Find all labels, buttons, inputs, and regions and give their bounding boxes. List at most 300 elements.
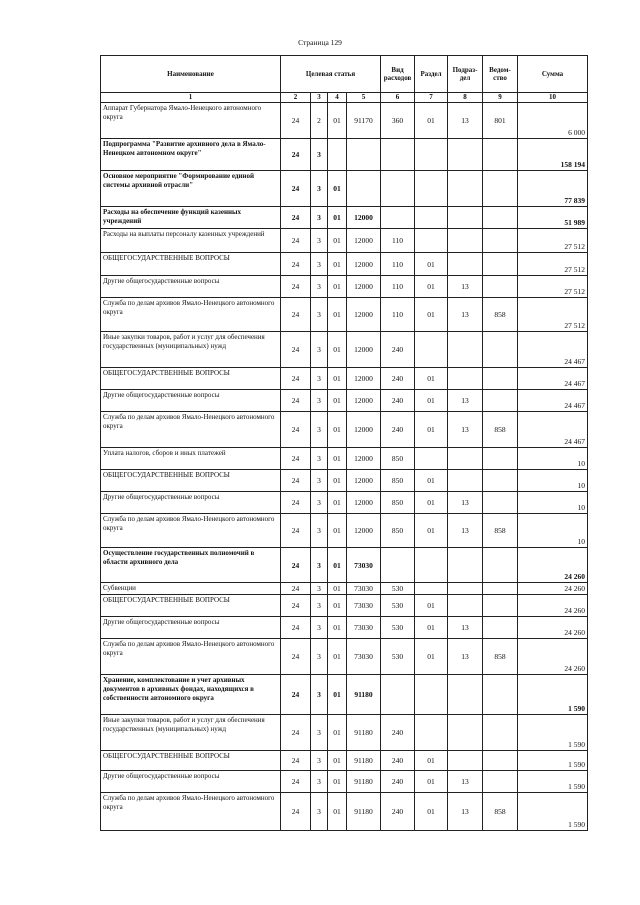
cell-sum: 1 590 [518, 751, 588, 771]
cell-name: ОБЩЕГОСУДАРСТВЕННЫЕ ВОПРОСЫ [101, 595, 281, 617]
cell-target-event [328, 139, 347, 171]
cell-target-event: 01 [328, 171, 347, 207]
cell-expense-type: 110 [381, 253, 415, 276]
cell-target-event: 01 [328, 448, 347, 470]
cell-sum: 24 260 [518, 548, 588, 583]
cell-sum: 24 260 [518, 617, 588, 639]
cell-subsection [448, 470, 483, 492]
cell-target-subprogram: 3 [311, 751, 328, 771]
cell-sum: 27 512 [518, 298, 588, 332]
cell-expense-type: 240 [381, 771, 415, 793]
cell-target-event: 01 [328, 492, 347, 514]
cell-target-direction: 73030 [347, 548, 381, 583]
cell-name: Другие общегосударственные вопросы [101, 492, 281, 514]
table-row [101, 253, 588, 276]
cell-target-program: 24 [281, 412, 311, 448]
cell-subsection [448, 139, 483, 171]
cell-target-program: 24 [281, 771, 311, 793]
cell-department [483, 229, 518, 253]
cell-section [415, 448, 448, 470]
cell-name: Другие общегосударственные вопросы [101, 617, 281, 639]
cell-target-program: 24 [281, 229, 311, 253]
table-row [101, 492, 588, 514]
header-expense-type: Вид расходов [381, 56, 415, 93]
cell-name: Расходы на обеспечение функций казенных учреждений [101, 207, 281, 229]
cell-sum: 1 590 [518, 715, 588, 751]
cell-target-event: 01 [328, 470, 347, 492]
cell-department [483, 771, 518, 793]
cell-target-subprogram: 3 [311, 390, 328, 412]
page-number-header: Страница 129 [298, 38, 342, 47]
cell-section: 01 [415, 412, 448, 448]
column-number: 1 [101, 93, 281, 103]
cell-department [483, 715, 518, 751]
cell-target-event: 01 [328, 793, 347, 831]
cell-target-event: 01 [328, 595, 347, 617]
cell-expense-type: 240 [381, 390, 415, 412]
table-row [101, 514, 588, 548]
table-row [101, 793, 588, 831]
cell-target-program: 24 [281, 675, 311, 715]
cell-expense-type [381, 171, 415, 207]
cell-target-program: 24 [281, 715, 311, 751]
header-subsection: Подраз-дел [448, 56, 483, 93]
cell-department [483, 595, 518, 617]
cell-expense-type: 240 [381, 715, 415, 751]
cell-target-program: 24 [281, 514, 311, 548]
cell-expense-type: 850 [381, 492, 415, 514]
cell-name: ОБЩЕГОСУДАРСТВЕННЫЕ ВОПРОСЫ [101, 470, 281, 492]
cell-target-subprogram: 3 [311, 492, 328, 514]
cell-target-program: 24 [281, 207, 311, 229]
cell-section [415, 675, 448, 715]
cell-department [483, 470, 518, 492]
table-row [101, 298, 588, 332]
cell-target-subprogram: 3 [311, 276, 328, 298]
cell-target-event: 01 [328, 514, 347, 548]
cell-subsection [448, 583, 483, 595]
cell-target-event: 01 [328, 715, 347, 751]
cell-target-program: 24 [281, 617, 311, 639]
cell-target-subprogram: 3 [311, 771, 328, 793]
cell-target-event: 01 [328, 229, 347, 253]
cell-name: ОБЩЕГОСУДАРСТВЕННЫЕ ВОПРОСЫ [101, 368, 281, 390]
cell-target-direction: 12000 [347, 229, 381, 253]
cell-target-subprogram: 3 [311, 332, 328, 368]
cell-sum: 24 467 [518, 332, 588, 368]
cell-target-program: 24 [281, 368, 311, 390]
cell-subsection: 13 [448, 298, 483, 332]
cell-name: Служба по делам архивов Ямало-Ненецкого автономного округа [101, 639, 281, 675]
cell-subsection [448, 675, 483, 715]
cell-target-event: 01 [328, 276, 347, 298]
cell-subsection [448, 715, 483, 751]
cell-target-program: 24 [281, 751, 311, 771]
cell-name: Аппарат Губернатора Ямало-Ненецкого автономного округа [101, 103, 281, 139]
cell-subsection: 13 [448, 103, 483, 139]
header-target-article: Целевая статья [281, 56, 381, 93]
cell-sum: 27 512 [518, 253, 588, 276]
cell-expense-type: 530 [381, 639, 415, 675]
cell-expense-type: 850 [381, 470, 415, 492]
cell-department: 858 [483, 298, 518, 332]
table-row [101, 448, 588, 470]
cell-target-program: 24 [281, 253, 311, 276]
cell-subsection: 13 [448, 639, 483, 675]
cell-expense-type: 110 [381, 298, 415, 332]
table-row [101, 751, 588, 771]
cell-name: Другие общегосударственные вопросы [101, 771, 281, 793]
cell-section: 01 [415, 492, 448, 514]
table-row [101, 412, 588, 448]
cell-target-direction: 91180 [347, 771, 381, 793]
cell-subsection: 13 [448, 514, 483, 548]
cell-target-direction: 12000 [347, 368, 381, 390]
cell-expense-type: 530 [381, 617, 415, 639]
cell-department: 858 [483, 412, 518, 448]
cell-target-subprogram: 3 [311, 595, 328, 617]
cell-target-direction: 91180 [347, 751, 381, 771]
cell-department [483, 492, 518, 514]
cell-section: 01 [415, 368, 448, 390]
cell-section: 01 [415, 390, 448, 412]
cell-target-program: 24 [281, 171, 311, 207]
table-row [101, 103, 588, 139]
cell-expense-type: 110 [381, 276, 415, 298]
cell-target-direction: 73030 [347, 583, 381, 595]
cell-section [415, 171, 448, 207]
cell-target-direction: 73030 [347, 639, 381, 675]
cell-target-program: 24 [281, 332, 311, 368]
cell-target-subprogram: 3 [311, 139, 328, 171]
table-row [101, 583, 588, 595]
cell-subsection: 13 [448, 492, 483, 514]
cell-section: 01 [415, 276, 448, 298]
table-row [101, 207, 588, 229]
cell-target-event: 01 [328, 639, 347, 675]
cell-target-program: 24 [281, 298, 311, 332]
cell-expense-type [381, 548, 415, 583]
table-row [101, 639, 588, 675]
cell-target-subprogram: 3 [311, 583, 328, 595]
table-row [101, 470, 588, 492]
cell-target-event: 01 [328, 390, 347, 412]
column-number: 9 [483, 93, 518, 103]
cell-target-event: 01 [328, 548, 347, 583]
cell-expense-type: 850 [381, 514, 415, 548]
cell-section [415, 229, 448, 253]
column-number: 8 [448, 93, 483, 103]
cell-sum: 10 [518, 448, 588, 470]
cell-target-direction: 91180 [347, 793, 381, 831]
cell-department: 858 [483, 639, 518, 675]
cell-target-program: 24 [281, 793, 311, 831]
cell-target-direction: 91170 [347, 103, 381, 139]
cell-subsection [448, 548, 483, 583]
cell-name: Расходы на выплаты персоналу казенных учреждений [101, 229, 281, 253]
cell-department [483, 207, 518, 229]
cell-subsection: 13 [448, 793, 483, 831]
cell-section: 01 [415, 298, 448, 332]
cell-target-program: 24 [281, 139, 311, 171]
cell-target-event: 01 [328, 771, 347, 793]
cell-sum: 1 590 [518, 793, 588, 831]
cell-subsection [448, 751, 483, 771]
cell-name: Основное мероприятие "Формирование единой системы архивной отрасли" [101, 171, 281, 207]
cell-target-subprogram: 3 [311, 675, 328, 715]
cell-name: Иные закупки товаров, работ и услуг для обеспечения государственных (муниципальных) нужд [101, 332, 281, 368]
cell-target-subprogram: 2 [311, 103, 328, 139]
cell-target-subprogram: 3 [311, 253, 328, 276]
cell-subsection [448, 207, 483, 229]
cell-sum: 24 260 [518, 583, 588, 595]
cell-section: 01 [415, 639, 448, 675]
cell-sum: 10 [518, 514, 588, 548]
cell-subsection [448, 229, 483, 253]
cell-target-program: 24 [281, 583, 311, 595]
cell-section [415, 207, 448, 229]
cell-target-direction: 12000 [347, 412, 381, 448]
column-number: 7 [415, 93, 448, 103]
cell-target-subprogram: 3 [311, 470, 328, 492]
cell-target-program: 24 [281, 595, 311, 617]
cell-name: Другие общегосударственные вопросы [101, 276, 281, 298]
cell-department [483, 368, 518, 390]
table-row [101, 771, 588, 793]
cell-target-program: 24 [281, 548, 311, 583]
cell-subsection [448, 332, 483, 368]
cell-subsection: 13 [448, 276, 483, 298]
cell-department [483, 139, 518, 171]
cell-section [415, 715, 448, 751]
cell-section: 01 [415, 751, 448, 771]
cell-sum: 27 512 [518, 276, 588, 298]
cell-target-direction: 12000 [347, 514, 381, 548]
cell-target-direction: 12000 [347, 492, 381, 514]
cell-target-subprogram: 3 [311, 617, 328, 639]
cell-department [483, 548, 518, 583]
cell-name: ОБЩЕГОСУДАРСТВЕННЫЕ ВОПРОСЫ [101, 751, 281, 771]
cell-target-event: 01 [328, 207, 347, 229]
column-number: 3 [311, 93, 328, 103]
cell-subsection: 13 [448, 412, 483, 448]
cell-subsection [448, 171, 483, 207]
cell-section: 01 [415, 470, 448, 492]
cell-name: Служба по делам архивов Ямало-Ненецкого автономного округа [101, 412, 281, 448]
budget-table [100, 55, 588, 831]
cell-sum: 51 989 [518, 207, 588, 229]
cell-department [483, 171, 518, 207]
cell-target-subprogram: 3 [311, 639, 328, 675]
cell-target-direction: 12000 [347, 332, 381, 368]
cell-sum: 6 000 [518, 103, 588, 139]
table-row [101, 675, 588, 715]
cell-department [483, 332, 518, 368]
cell-name: Хранение, комплектование и учет архивных документов в архивных фондах, находящихся в собственности автономного округа [101, 675, 281, 715]
cell-sum: 27 512 [518, 229, 588, 253]
cell-sum: 1 590 [518, 771, 588, 793]
cell-expense-type: 240 [381, 793, 415, 831]
cell-target-direction [347, 171, 381, 207]
cell-sum: 10 [518, 470, 588, 492]
cell-name: ОБЩЕГОСУДАРСТВЕННЫЕ ВОПРОСЫ [101, 253, 281, 276]
cell-subsection [448, 368, 483, 390]
cell-department [483, 751, 518, 771]
cell-section: 01 [415, 103, 448, 139]
table-body [101, 103, 588, 831]
table-row [101, 332, 588, 368]
cell-expense-type: 240 [381, 332, 415, 368]
cell-section [415, 139, 448, 171]
column-number: 6 [381, 93, 415, 103]
cell-target-subprogram: 3 [311, 548, 328, 583]
cell-target-subprogram: 3 [311, 412, 328, 448]
cell-target-subprogram: 3 [311, 229, 328, 253]
cell-sum: 24 467 [518, 412, 588, 448]
cell-section [415, 583, 448, 595]
cell-target-direction [347, 139, 381, 171]
cell-target-program: 24 [281, 448, 311, 470]
cell-name: Служба по делам архивов Ямало-Ненецкого автономного округа [101, 793, 281, 831]
cell-expense-type: 240 [381, 412, 415, 448]
cell-expense-type: 850 [381, 448, 415, 470]
header-section: Раздел [415, 56, 448, 93]
cell-department: 801 [483, 103, 518, 139]
cell-target-direction: 12000 [347, 253, 381, 276]
cell-target-event: 01 [328, 253, 347, 276]
cell-name: Другие общегосударственные вопросы [101, 390, 281, 412]
cell-sum: 24 467 [518, 368, 588, 390]
cell-target-event: 01 [328, 617, 347, 639]
cell-department [483, 448, 518, 470]
cell-section: 01 [415, 771, 448, 793]
cell-sum: 24 467 [518, 390, 588, 412]
cell-department [483, 617, 518, 639]
cell-name: Иные закупки товаров, работ и услуг для обеспечения государственных (муниципальных) нужд [101, 715, 281, 751]
cell-target-direction: 91180 [347, 715, 381, 751]
cell-sum: 24 260 [518, 639, 588, 675]
cell-target-subprogram: 3 [311, 368, 328, 390]
cell-section: 01 [415, 793, 448, 831]
cell-target-program: 24 [281, 103, 311, 139]
table-row [101, 368, 588, 390]
cell-expense-type [381, 207, 415, 229]
cell-target-event: 01 [328, 298, 347, 332]
cell-sum: 10 [518, 492, 588, 514]
cell-target-direction: 73030 [347, 617, 381, 639]
cell-target-subprogram: 3 [311, 298, 328, 332]
cell-section: 01 [415, 514, 448, 548]
cell-target-program: 24 [281, 639, 311, 675]
cell-target-program: 24 [281, 390, 311, 412]
cell-target-direction: 73030 [347, 595, 381, 617]
cell-name: Служба по делам архивов Ямало-Ненецкого автономного округа [101, 298, 281, 332]
header-sum: Сумма [518, 56, 588, 93]
cell-target-event: 01 [328, 675, 347, 715]
cell-subsection: 13 [448, 617, 483, 639]
table-row [101, 715, 588, 751]
cell-name: Подпрограмма "Развитие архивного дела в Ямало-Ненецком автономном округе" [101, 139, 281, 171]
table-row [101, 171, 588, 207]
cell-expense-type: 530 [381, 583, 415, 595]
cell-target-event: 01 [328, 103, 347, 139]
cell-section: 01 [415, 617, 448, 639]
cell-target-program: 24 [281, 492, 311, 514]
table-row [101, 390, 588, 412]
header-name: Наименование [101, 56, 281, 93]
cell-expense-type: 530 [381, 595, 415, 617]
cell-target-direction: 12000 [347, 470, 381, 492]
cell-target-direction: 12000 [347, 276, 381, 298]
cell-subsection: 13 [448, 771, 483, 793]
cell-department: 858 [483, 793, 518, 831]
cell-target-event: 01 [328, 583, 347, 595]
column-number-row [101, 93, 588, 103]
cell-target-direction: 12000 [347, 298, 381, 332]
cell-section [415, 548, 448, 583]
cell-department [483, 583, 518, 595]
cell-name: Субвенции [101, 583, 281, 595]
cell-sum: 77 839 [518, 171, 588, 207]
cell-name: Уплата налогов, сборов и иных платежей [101, 448, 281, 470]
table-header-row [101, 56, 588, 93]
cell-target-event: 01 [328, 332, 347, 368]
cell-target-subprogram: 3 [311, 448, 328, 470]
cell-sum: 24 260 [518, 595, 588, 617]
cell-target-direction: 91180 [347, 675, 381, 715]
cell-department [483, 390, 518, 412]
cell-sum: 1 590 [518, 675, 588, 715]
cell-target-subprogram: 3 [311, 207, 328, 229]
cell-sum: 158 194 [518, 139, 588, 171]
cell-expense-type [381, 675, 415, 715]
cell-section: 01 [415, 253, 448, 276]
column-number: 5 [347, 93, 381, 103]
cell-section [415, 332, 448, 368]
cell-expense-type: 240 [381, 751, 415, 771]
cell-department [483, 276, 518, 298]
table-row [101, 276, 588, 298]
table-row [101, 229, 588, 253]
cell-department [483, 253, 518, 276]
cell-target-event: 01 [328, 751, 347, 771]
cell-target-subprogram: 3 [311, 715, 328, 751]
cell-subsection [448, 448, 483, 470]
cell-target-subprogram: 3 [311, 514, 328, 548]
cell-expense-type [381, 139, 415, 171]
table-row [101, 139, 588, 171]
table-row [101, 595, 588, 617]
cell-department [483, 675, 518, 715]
cell-target-program: 24 [281, 470, 311, 492]
table-row [101, 617, 588, 639]
column-number: 2 [281, 93, 311, 103]
cell-target-event: 01 [328, 412, 347, 448]
cell-target-direction: 12000 [347, 207, 381, 229]
cell-section: 01 [415, 595, 448, 617]
header-department: Ведом-ство [483, 56, 518, 93]
cell-name: Осуществление государственных полномочий в области архивного дела [101, 548, 281, 583]
cell-target-direction: 12000 [347, 448, 381, 470]
cell-name: Служба по делам архивов Ямало-Ненецкого автономного округа [101, 514, 281, 548]
column-number: 10 [518, 93, 588, 103]
cell-department: 858 [483, 514, 518, 548]
cell-expense-type: 360 [381, 103, 415, 139]
cell-target-subprogram: 3 [311, 171, 328, 207]
cell-subsection [448, 595, 483, 617]
column-number: 4 [328, 93, 347, 103]
cell-subsection [448, 253, 483, 276]
